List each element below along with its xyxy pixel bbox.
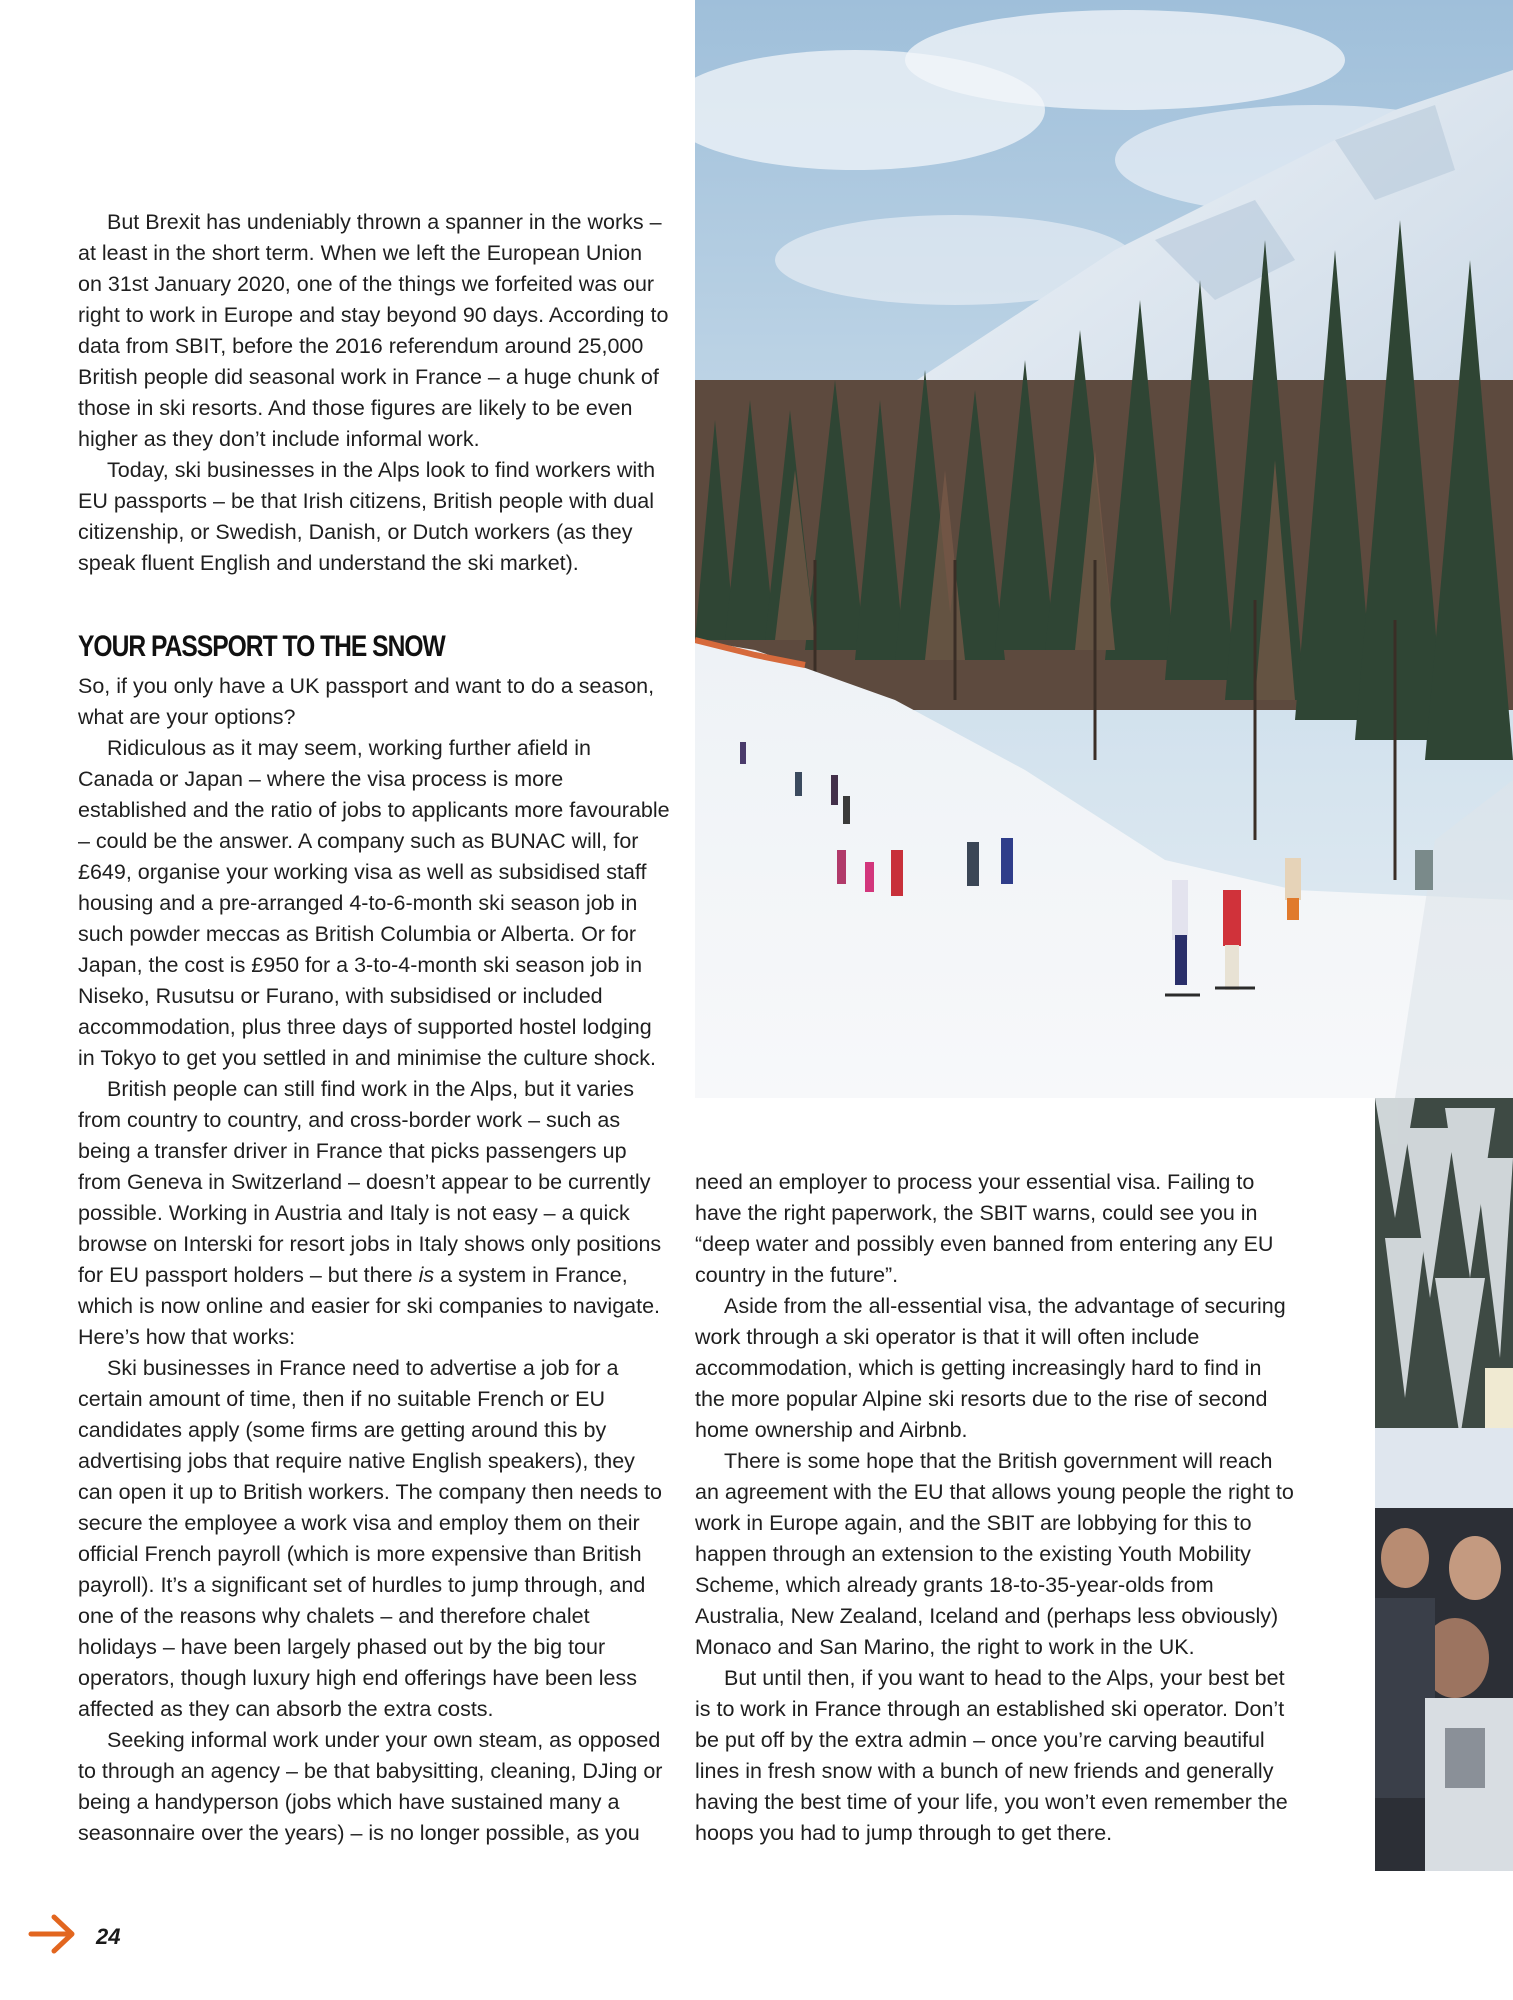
body-paragraph: There is some hope that the British government will reach an agreement with the EU that allows young people the right to work in Europe again, and the SBIT are lobbying for this to happen through an extension to the existing Youth Mobility Scheme, which already grants 18-to-35-year-olds from Australia, New Zealand, Iceland and (perhaps less obviously) Monaco and San Marino, the right to work in the UK. <box>695 1449 1294 1659</box>
article-left-bottom <box>78 671 670 1849</box>
body-paragraph <box>78 1074 670 1353</box>
page-number: 24 <box>96 1924 121 1949</box>
body-paragraph: Today, ski businesses in the Alps look to find workers with EU passports – be that Irish citizens, British people with dual citizenship, or Swedish, Danish, or Dutch workers (as they speak fluent English and understand the ski market). <box>78 458 656 575</box>
arrow-right-icon <box>28 1912 78 1956</box>
body-paragraph: Ridiculous as it may seem, working further afield in Canada or Japan – where the visa process is more established and the ratio of jobs to applicants more favourable – could be the answer. A company such as BUNAC will, for £649, organise your working visa as well as subsidised staff housing and a pre-arranged 4-to-6-month ski season job in such powder meccas as British Columbia or Alberta. Or for Japan, the cost is £950 for a 3-to-4-month ski season job in Niseko, Rusutsu or Furano, with subsidised or included accommodation, plus three days of supported hostel lodging in Tokyo to get you settled in and minimise the culture shock. <box>78 736 670 1070</box>
section-heading: YOUR PASSPORT TO THE SNOW <box>78 630 445 663</box>
body-paragraph: need an employer to process your essential visa. Failing to have the right paperwork, the SBIT warns, could see you in “deep water and possibly even banned from entering any EU country in the future”. <box>695 1170 1274 1287</box>
body-paragraph: So, if you only have a UK passport and want to do a season, what are your options? <box>78 674 655 729</box>
body-paragraph: But until then, if you want to head to the Alps, your best bet is to work in France through an established ski operator. Don’t be put off by the extra admin – once you’re carving beautiful lines in fresh snow with a bunch of new friends and generally having the best time of your life, you won’t even remember the hoops you had to jump through to get there. <box>695 1666 1288 1845</box>
body-paragraph: But Brexit has undeniably thrown a spanner in the works – at least in the short term. When we left the European Union on 31st January 2020, one of the things we forfeited was our right to work in Europe and stay beyond 90 days. According to data from SBIT, before the 2016 referendum around 25,000 British people did seasonal work in France – a huge chunk of those in ski resorts. And those figures are likely to be even higher as they don’t include informal work. <box>78 210 669 451</box>
body-paragraph: Aside from the all-essential visa, the advantage of securing work through a ski operator is that it will often include accommodation, which is getting increasingly hard to find in the more popular Alpine ski resorts due to the rise of second home ownership and Airbnb. <box>695 1294 1286 1442</box>
text-run: a system in France, which is now online and easier for ski companies to navigate. Here’s how that works: <box>78 1263 661 1349</box>
text-run: British people can still find work in the Alps, but it varies from country to country, and cross-border work – such as being a transfer driver in France that picks passengers up from Geneva in Switzerland – doesn’t appear to be currently possible. Working in Austria and Italy is not easy – a quick browse on Interski for resort jobs in Italy shows only positions for EU passport holders – but there <box>78 1077 662 1287</box>
ski-slope-photo <box>695 0 1513 1098</box>
emphasis: is <box>418 1263 435 1287</box>
article-left-top <box>78 207 670 579</box>
article-right <box>695 1167 1295 1849</box>
body-paragraph: Ski businesses in France need to advertise a job for a certain amount of time, then if no suitable French or EU candidates apply (some firms are getting around this by advertising jobs that require native English speakers), they can open it up to British workers. The company then needs to secure the employee a work visa and employ them on their official French payroll (which is more expensive than British payroll). It’s a significant set of hurdles to jump through, and one of the reasons why chalets – and therefore chalet holidays – have been largely phased out by the big tour operators, though luxury high end offerings have been less affected as they can absorb the extra costs. <box>78 1356 663 1721</box>
skiers-crowd-photo <box>1375 1098 1513 1871</box>
body-paragraph: Seeking informal work under your own steam, as opposed to through an agency – be that babysitting, cleaning, DJing or being a handyperson (jobs which have sustained many a seasonnaire over the years) – is no longer possible, as you <box>78 1728 663 1845</box>
